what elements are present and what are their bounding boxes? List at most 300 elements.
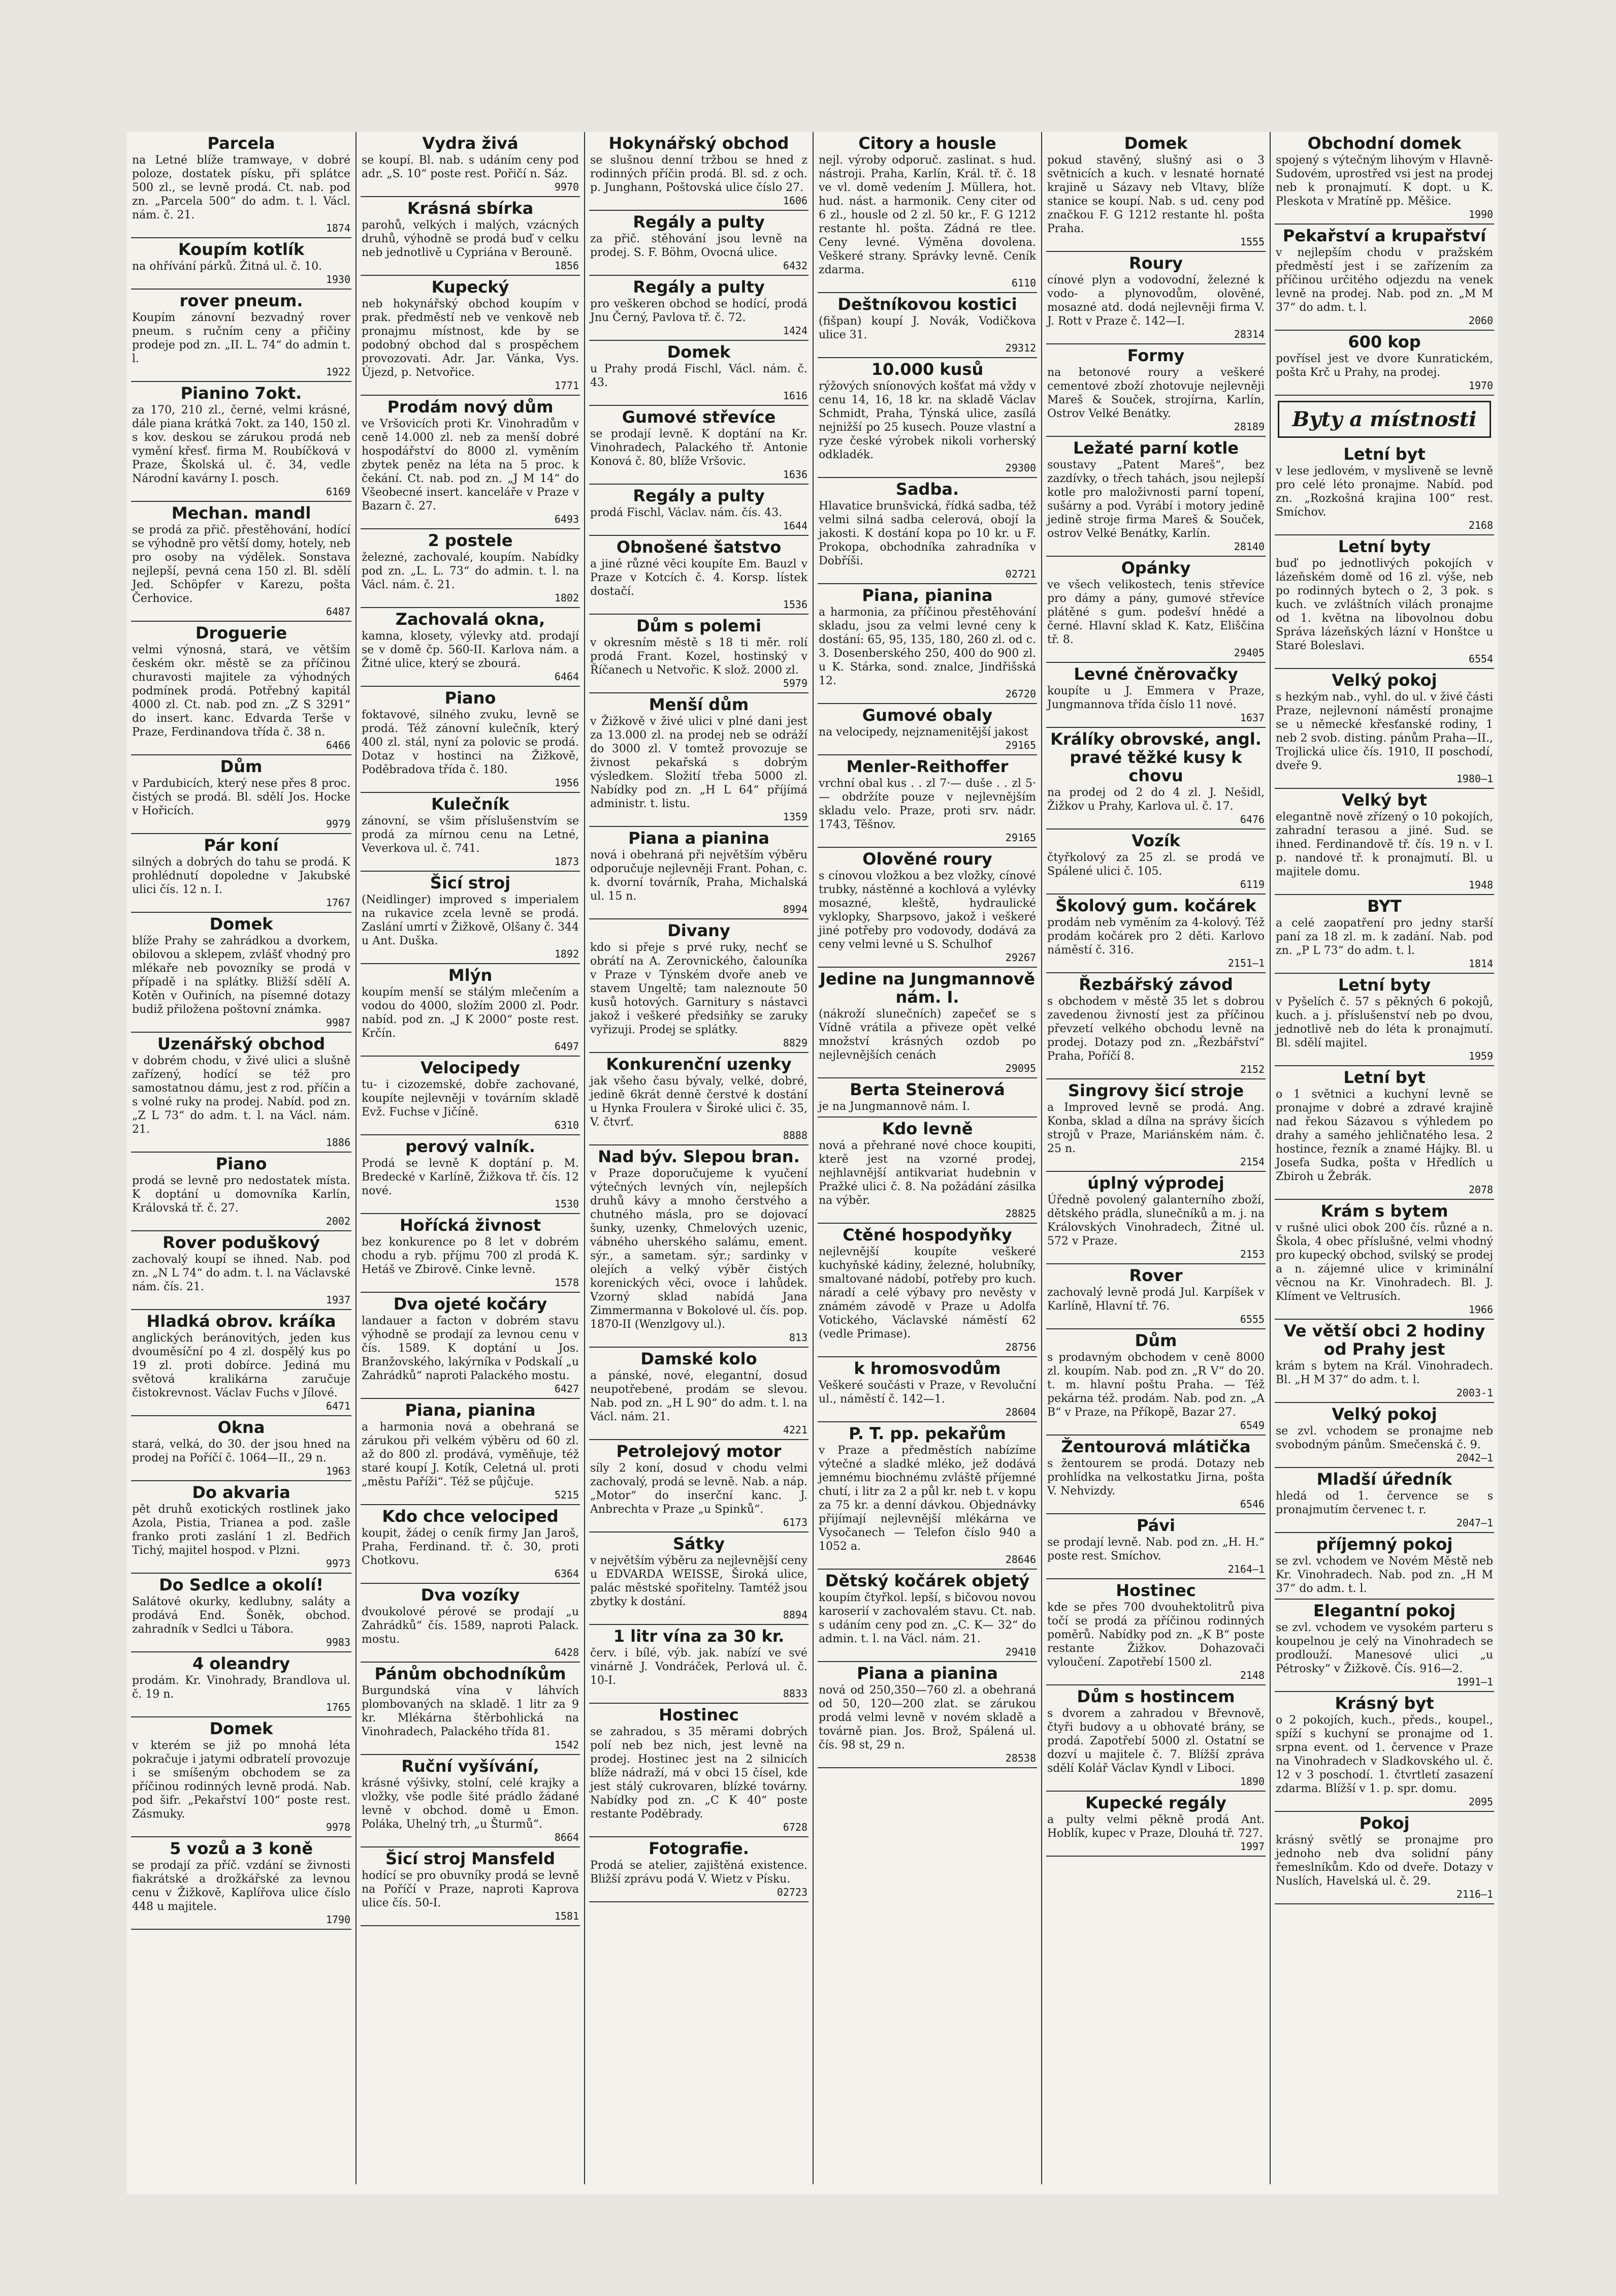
- ad-reference-number: 26720: [1005, 688, 1036, 700]
- classified-ad: [589, 615, 809, 693]
- classified-ad: [818, 1078, 1037, 1118]
- ad-reference-number: 1581: [554, 1910, 579, 1922]
- ad-text: blíže Prahy se zahrádkou a dvorkem, obilovou a sklepem, zvlášť vhodný pro mlékaře neb povozníky se prodá v případě i na splátky. Bližší sdělí A. Kotěn v Ouřiních, na písemné dotazy budiž přiložena poštovní známka.: [132, 935, 350, 1016]
- ad-reference-number: 2116—1: [1456, 1888, 1493, 1900]
- classified-ad: [589, 341, 809, 406]
- ad-text: a jiné různé věci koupíte Em. Bauzl v Praze v Kotcích č. 4. Korsp. lístek dostačí.: [590, 558, 807, 598]
- ad-headline: Velký byt: [1341, 790, 1428, 810]
- ad-headline: 4 oleandry: [192, 1654, 290, 1673]
- ad-text: se zvl. vchodem ve Novém Městě neb Kr. Vinohradech. Nab. pod zn. „H M 37“ do adm. t. l.: [1276, 1555, 1493, 1595]
- ad-reference-number: 5215: [554, 1489, 579, 1501]
- ad-text: u Prahy prodá Fischl, Václ. nám. č. 43.: [590, 363, 807, 389]
- ad-headline: Domek: [209, 1719, 273, 1738]
- ad-reference-number: 29405: [1234, 647, 1265, 659]
- ad-reference-number: 9979: [326, 818, 350, 830]
- classified-ad: [131, 290, 351, 382]
- ad-text: na betonové roury a veškeré cementové zboží zhotovuje nejlevněji Mareš & Souček, strojírna, Karlín, Ostrov Velké Benátky.: [1047, 366, 1265, 420]
- ad-headline: Okna: [217, 1418, 265, 1437]
- ad-text: anglických beránovitých, jeden kus dvouměsíční po 4 zl. dospělý kus po 19 zl. proti dobírce. Jediná mu světová kralikárna zaručuje čistokrevnost. Václav Fuchs v Jílové.: [132, 1332, 350, 1399]
- ad-text: hodící se pro obuvníky prodá se levně na Poříčí v Praze, naproti Kaprova ulice čís. 50-I.: [362, 1869, 579, 1909]
- ad-reference-number: 6119: [1240, 878, 1265, 890]
- ad-reference-number: 1980—1: [1456, 773, 1493, 785]
- ad-reference-number: 1966: [1468, 1303, 1493, 1316]
- classified-ad: [361, 1663, 580, 1755]
- ad-headline: Vozík: [1132, 831, 1180, 850]
- ad-text: o 1 světnici a kuchyní levně se pronajme v dobré a zdravé krajině nad řekou Sázavou s výhledem po drahy a samého jehličnatého lesa. 2 hostince, řezník a znamé Hájky. Bl. u Josefa Sudka, pošta v Hředlích u Zbiroh u Žebrák.: [1276, 1088, 1493, 1183]
- classified-ad: [361, 276, 580, 396]
- ad-text: povřísel jest ve dvore Kunratickém, pošta Krč u Prahy, na prodej.: [1276, 353, 1493, 379]
- ad-headline: Dva vozíky: [421, 1585, 520, 1605]
- classified-ad: [1046, 1514, 1266, 1579]
- classified-ad: [361, 1214, 580, 1293]
- ad-text: se prodají levně. Nab. pod zn. „H. H.“ poste rest. Smíchov.: [1047, 1536, 1265, 1562]
- ad-headline: Deštníkovou kostici: [837, 295, 1017, 314]
- ad-reference-number: 1890: [1240, 1775, 1265, 1788]
- ad-reference-number: 4221: [783, 1424, 807, 1436]
- ad-reference-number: 8833: [783, 1687, 807, 1700]
- classified-ad: [1275, 1533, 1494, 1600]
- classified-ad: [1046, 973, 1266, 1079]
- classified-ad: [818, 1570, 1037, 1662]
- classified-ad: [818, 968, 1037, 1078]
- ad-headline: Ležaté parní kotle: [1073, 438, 1239, 458]
- classified-ad: [131, 1652, 351, 1717]
- ad-text: červ. i bílé, výb. jak. nabízí ve své vinárně J. Vondráček, Perlová ul. č. 10-I.: [590, 1647, 807, 1687]
- classified-ad: [589, 1533, 809, 1625]
- ad-reference-number: 1771: [554, 379, 579, 392]
- classified-ad: [818, 1422, 1037, 1570]
- ad-text: bez konkurence po 8 let v dobrém chodu a ryb. příjmu 700 zl prodá K. Hetáš ve Zbirově. Cinke levně.: [362, 1236, 579, 1276]
- ad-headline: Dům s hostincem: [1077, 1687, 1235, 1706]
- ad-reference-number: 9973: [326, 1557, 350, 1570]
- classified-ad: [361, 1847, 580, 1926]
- ad-text: s prodavným obchodem v ceně 8000 zl. koupím. Nab. pod zn. „R V“ do 20. t. m. hlavní poštu Praha. — Též pekárna též. prodám. Nab. pod zn. „A B“ v Praze, na Příkopě, Bazar 27.: [1047, 1351, 1265, 1419]
- ad-headline: Menší dům: [649, 695, 749, 714]
- classified-ad: [1275, 225, 1494, 331]
- ad-headline: Školový gum. kočárek: [1055, 896, 1256, 915]
- classified-ad: [1046, 728, 1266, 830]
- ad-reference-number: 1790: [326, 1914, 350, 1926]
- ad-reference-number: 6549: [1240, 1419, 1265, 1431]
- classified-ad: [1275, 1600, 1494, 1692]
- ad-headline: Šicí stroj Mansfeld: [385, 1849, 556, 1868]
- ad-text: v největším výběru za nejlevnější ceny u EDVARDA WEISSE, Široká ulice, palác městské spořitelny. Tamtéž jsou zbytky k dostání.: [590, 1554, 807, 1608]
- ad-text: o 2 pokojích, kuch., předs., koupel., spíží s kuchyní se pronajme od 1. srpna event. od 1. července v Praze na Vinohradech v Sladkovského ul. č. 12 v 3 poschodí. 1. čtvrtletí zasazení zdarma. Blížší v 1. p. spr. domu.: [1276, 1714, 1493, 1795]
- ad-text: ve všech velikostech, tenis střevíce pro dámy a pány, gumové střevíce plátěné s gum. podešví hnědé a černé. Hlavní sklad K. Katz, Eliščina tř. 8.: [1047, 579, 1265, 646]
- classified-ad: [361, 1135, 580, 1214]
- classified-ad: [1046, 1685, 1266, 1792]
- ad-reference-number: 2168: [1468, 519, 1493, 531]
- classified-ad: [589, 1440, 809, 1533]
- ad-reference-number: 8894: [783, 1609, 807, 1621]
- ad-headline: Rover poduškový: [163, 1233, 320, 1252]
- ad-reference-number: 6493: [554, 513, 579, 525]
- ad-reference-number: 1874: [326, 222, 350, 234]
- ad-headline: Letní byt: [1343, 1068, 1426, 1087]
- classified-ad: [131, 1231, 351, 1310]
- classified-ad: [361, 793, 580, 872]
- ad-reference-number: 1873: [554, 855, 579, 868]
- ad-reference-number: 28314: [1234, 328, 1265, 340]
- ad-text: Prodá se levně K doptání p. M. Bredecké v Karlíně, Žižkova tř. čís. 12 nové.: [362, 1157, 579, 1197]
- classified-ad: [361, 1057, 580, 1135]
- ad-headline: Elegantní pokoj: [1313, 1601, 1456, 1620]
- ad-reference-number: 5979: [783, 677, 807, 689]
- ad-text: silných a dobrých do tahu se prodá. K prohlédnutí dopoledne v Jakubské ulici čís. 12 n. I.: [132, 856, 350, 896]
- ad-reference-number: 6728: [783, 1821, 807, 1833]
- classified-ad: [1046, 1172, 1266, 1264]
- ad-reference-number: 1555: [1240, 236, 1265, 248]
- classified-ad: [818, 132, 1037, 293]
- ad-reference-number: 2003-1: [1456, 1387, 1493, 1399]
- ad-text: krám s bytem na Král. Vinohradech. Bl. „H M 37“ do adm. t. l.: [1276, 1360, 1493, 1386]
- ad-headline: Nad býv. Slepou bran.: [598, 1147, 800, 1166]
- classified-ad: [131, 132, 351, 238]
- ad-text: rýžových sníonových košťat má vždy v cenu 14, 16, 18 kr. na skladě Václav Schmidt, Praha, Týnská ulice, zasílá nejnižší po 25 kusech. Pouze vlastní a ryze české výrobek nikoli vorherský odkladék.: [819, 380, 1036, 461]
- classified-ad: [589, 211, 809, 276]
- ad-text: se slušnou denní tržbou se hned z rodinných příčin prodá. Bl. sd. z och. p. Junghann, Poštovská ulice číslo 27.: [590, 154, 807, 194]
- ad-text: s cínovou vložkou a bez vložky, cínové trubky, nástěnné a kochlová a vylévky mosazné, kleště, hydraulické vyklopky, Sharpsovo, jakož i veškeré jiné potřeby pro vodovody, dodává za ceny velmi levné u S. Schulhof: [819, 870, 1036, 951]
- ad-text: a pulty velmi pěkně prodá Ant. Hoblík, kupec v Praze, Dlouhá tř. 727.: [1047, 1813, 1265, 1840]
- classified-ad: [1046, 132, 1266, 252]
- ad-text: kamna, klosety, výlevky atd. prodají se v domě čp. 560-II. Karlova nám. a Žitné ulice, který se zbourá.: [362, 630, 579, 670]
- classified-ad: [361, 872, 580, 964]
- classified-ad: [1275, 331, 1494, 396]
- ad-headline: Singrovy šicí stroje: [1068, 1081, 1244, 1100]
- ad-text: nová od 250,350—760 zl. a obehraná od 50, 120—200 zlat. se zárukou prodá velmi levně v novém skladě a továrně pian. Jos. Brož, Spálená ul. čís. 98 st, 29 n.: [819, 1684, 1036, 1751]
- classified-ad: [1275, 895, 1494, 974]
- ad-reference-number: 1636: [783, 468, 807, 481]
- classified-ad: [131, 382, 351, 502]
- ad-headline: Fotografie.: [649, 1839, 749, 1858]
- classified-ad: [818, 358, 1037, 478]
- ad-text: a pánské, nové, elegantní, dosud neupotřebené, prodám se slevou. Nab. pod zn. „H L 90“ do adm. t. l. na Václ. nám. 21.: [590, 1369, 807, 1423]
- classified-ad: [361, 1584, 580, 1663]
- ad-reference-number: 6466: [326, 739, 350, 751]
- ad-text: prodá se levně pro nedostatek místa. K doptání u domovníka Karlín, Královská tř. č. 27.: [132, 1174, 350, 1215]
- ad-headline: Hokynářský obchod: [608, 134, 789, 153]
- ad-text: v Praze doporučujeme k vyučení výtečných levných vín, nejlepších druhů kávy a mnoho čerstvého a chutného másla, pro se dojovací šunky, uzenky, Chmelových uzenic, vábného uherského salámu, ement. sýr., a sametam. sýr.; sardinky v olejích a velký výběr čistých korenických věci, ovoce i lahůdek. Vzorný sklad nabídá Jana Zimmermanna v Bokolové ul. čís. pop. 1870-II (Wenzlgovy ul.).: [590, 1167, 807, 1331]
- ad-reference-number: 29165: [1005, 739, 1036, 751]
- ad-reference-number: 1990: [1468, 208, 1493, 220]
- ad-text: na prodej od 2 do 4 zl. J. Nešidl, Žižkov u Prahy, Karlova ul. č. 17.: [1047, 786, 1265, 813]
- ad-text: (fišpan) koupí J. Novák, Vodičkova ulice 31.: [819, 315, 1036, 341]
- ad-reference-number: 02721: [1005, 568, 1036, 580]
- classified-ad: [1275, 669, 1494, 789]
- classified-ad: [361, 529, 580, 608]
- ad-reference-number: 2047—1: [1456, 1517, 1493, 1529]
- ad-text: zánovní, se všim příslušenstvím se prodá za mírnou cenu na Letné, Veverkova ul. č. 741.: [362, 815, 579, 855]
- ad-headline: Droguerie: [195, 623, 287, 643]
- ad-headline: Kdo levně: [882, 1119, 973, 1138]
- ad-text: Veškeré součásti v Praze, v Revoluční ul., náměstí č. 142—1.: [819, 1379, 1036, 1406]
- ad-text: foktavové, silného zvuku, levně se prodá. Též zánovní kulečník, který 400 zl. stál, nyní za polovic se prodá. Dotaz v hostinci na Žižkově, Poděbradova třída č. 180.: [362, 709, 579, 776]
- classified-ad: [1046, 663, 1266, 728]
- ad-reference-number: 1814: [1468, 958, 1493, 970]
- ad-text: v Pardubicích, který nese přes 8 proc. čistých se prodá. Bl. sdělí Jos. Hocke v Hořicích.: [132, 777, 350, 817]
- ad-reference-number: 1644: [783, 520, 807, 532]
- ad-text: pro veškeren obchod se hodící, prodá Jnu Černý, Pavlova tř. č. 72.: [590, 298, 807, 324]
- ad-text: síly 2 koní, dosud v chodu velmi zachovalý, prodá se levně. Nab. a náp. „Motor“ do inserční kanc. J. Anbrechta v Praze „u Spinků“.: [590, 1462, 807, 1516]
- ad-reference-number: 1606: [783, 195, 807, 207]
- ad-text: jak všeho času bývaly, velké, dobré, jedině 6krát denně čerstvé k dostání u Hynka Froulera v Široké ulici č. 35, V. čtvrť.: [590, 1075, 807, 1129]
- classified-ad: [131, 1574, 351, 1652]
- section-banner: Byty a místnosti: [1278, 401, 1491, 438]
- ad-headline: Pávi: [1136, 1516, 1175, 1535]
- ad-text: dvoukolové pérové se prodají „u Zahrádků“ čís. 1589, naproti Palack. mostu.: [362, 1606, 579, 1646]
- classified-ad: [361, 608, 580, 687]
- classified-ad: [131, 1416, 351, 1481]
- ad-text: pokud stavěný, slušný asi o 3 světnicích a kuch. v lesnaté hornaté krajině u Sázavy neb Vltavy, blíže stanice se koupí. Nab. s ud. ceny pod značkou F. G 1212 restante hl. pošta Praha.: [1047, 154, 1265, 235]
- ad-headline: Petrolejový motor: [616, 1442, 782, 1461]
- ad-text: a celé zaopatření pro jedny starší paní za 18 zl. m. k zadání. Nab. pod zn. „P L 73“ do adm. t. l.: [1276, 917, 1493, 957]
- ad-reference-number: 6471: [326, 1400, 350, 1412]
- ad-headline: k hromosvodům: [854, 1359, 1001, 1378]
- ad-headline: Kupecké regály: [1085, 1793, 1226, 1812]
- ad-headline: Vydra živá: [422, 134, 519, 153]
- ad-text: za přič. stěhování jsou levně na prodej. S. F. Böhm, Ovocná ulice.: [590, 233, 807, 259]
- classified-ad: [818, 293, 1037, 358]
- newspaper-page: [127, 132, 1498, 2194]
- ad-text: nová a přehrané nové choce koupiti, kterě jest na vzorné prodej, nejhlavnější antikvariat hudebnin v Pražké ulici č. 8. Na požádání zásilka na výběr.: [819, 1139, 1036, 1207]
- ad-reference-number: 6310: [554, 1119, 579, 1131]
- classified-ad: [589, 276, 809, 341]
- classified-ad: [1275, 1468, 1494, 1533]
- ad-reference-number: 1948: [1468, 879, 1493, 891]
- classified-ad: [1275, 1692, 1494, 1812]
- classified-ad: [818, 1118, 1037, 1224]
- classified-ad: [361, 964, 580, 1057]
- classified-ad: [1275, 1320, 1494, 1403]
- ad-headline: Piana a pianina: [628, 828, 769, 848]
- ad-reference-number: 6169: [326, 486, 350, 498]
- classified-ad: [131, 1837, 351, 1930]
- ad-headline: Hořícká živnost: [399, 1216, 541, 1235]
- ad-reference-number: 9970: [554, 181, 579, 193]
- ad-text: pět druhů exotických rostlinek jako Azola, Pistia, Trianea a pod. zašle franko proti zaslání 1 zl. Bedřich Tichý, majitel hospod. v Plzni.: [132, 1503, 350, 1557]
- ad-headline: Levné čněrovačky: [1074, 664, 1238, 684]
- classified-ad: [361, 1293, 580, 1399]
- ad-text: neb hokynářský obchod koupím v prak. předměstí neb ve venkově neb pronajmu místnost, kde by se podobný obchod dal s prospěchem provozovati. Adr. Jar. Vánka, Vys. Újezd, p. Netvořice.: [362, 298, 579, 379]
- ad-headline: Piano: [444, 688, 496, 708]
- classified-ad: [131, 1717, 351, 1837]
- ad-text: krásné výšivky, stolní, celé krajky a vložky, vše podle šité prádlo žádané levně v obchod. domě u Emon. Poláka, Uhelný trh, „u Šturmů“.: [362, 1777, 579, 1831]
- ad-headline: Dům: [220, 757, 263, 776]
- ad-headline: Uzenářský obchod: [157, 1034, 326, 1054]
- ad-text: soustavy „Patent Mareš“, bez zazdívky, o třech tahách, jsou nejlepší kotle pro maloživnosti parní topení, sušárny a pod. Vyrábí i motory jedině jedině stroje firma Mareš & Souček, ostrov Velké Benátky, Karlín.: [1047, 459, 1265, 540]
- ad-reference-number: 1892: [554, 948, 579, 960]
- classified-ad: [361, 1755, 580, 1847]
- ad-text: se zvl. vchodem ve vysokém parteru s koupelnou je celý na Vinohradech se prodlouží. Manesové ulici „u Pétrosky“ v Žižkově. Čís. 916—2.: [1276, 1621, 1493, 1675]
- ad-text: se koupí. Bl. nab. s udáním ceny pod adr. „S. 10“ poste rest. Pořičí n. Sáz.: [362, 154, 579, 180]
- classified-ad: [1275, 1403, 1494, 1468]
- ad-reference-number: 1922: [326, 366, 350, 378]
- ad-reference-number: 1930: [326, 273, 350, 285]
- ad-headline: Krásný byt: [1335, 1694, 1434, 1713]
- ad-text: koupím menší se stálým mlečením a vodou do 4000, složím 2000 zl. Podr. nabíd. pod zn. „J K 2000“ poste rest. Krčín.: [362, 986, 579, 1040]
- ad-reference-number: 6428: [554, 1646, 579, 1659]
- ad-headline: Velký pokoj: [1332, 1405, 1437, 1424]
- ad-text: krásný světlý se pronajme pro jednoho neb dva solidní pány řemeslníkům. Kdo od dveře. Dotazy v Nuslích, Havelská ul. č. 29.: [1276, 1834, 1493, 1888]
- ad-headline: Berta Steinerová: [850, 1080, 1005, 1099]
- ad-reference-number: 29312: [1005, 342, 1036, 354]
- ad-reference-number: 2095: [1468, 1796, 1493, 1808]
- ad-text: za 170, 210 zl., černé, velmi krásné, dále piana krátká 7okt. za 140, 150 zl. s kov. deskou se zárukou prodá neb vymění křesť. firma M. Roubíčková v Praze, Školská ul. č. 34, vedle Národní kavárny I. posch.: [132, 404, 350, 485]
- ad-reference-number: 2154: [1240, 1156, 1265, 1168]
- ad-headline: Parcela: [207, 134, 275, 153]
- ad-reference-number: 1956: [554, 777, 579, 789]
- ad-reference-number: 1637: [1240, 712, 1265, 724]
- ad-headline: Ve větší obci 2 hodiny od Prahy jest: [1283, 1321, 1485, 1359]
- ad-reference-number: 6555: [1240, 1313, 1265, 1325]
- ad-headline: Dva ojeté kočáry: [393, 1294, 547, 1314]
- classified-ad: [818, 584, 1037, 704]
- ad-headline: Hladká obrov. kráíka: [146, 1312, 336, 1331]
- ad-reference-number: 29095: [1005, 1062, 1036, 1074]
- ad-text: se prodá za přič. přestěhování, hodící se výhodně pro větší domy, hotely, neb pro osoby na výdělek. Sonstava nejlepší, pevná cena 150 zl. Bl. sdělí Jed. Schöpfer v Karezu, pošta Čerhovice.: [132, 524, 350, 605]
- ad-reference-number: 28140: [1234, 540, 1265, 553]
- ad-text: Hlavatice brunšvická, řídká sadba, též velmi silná sadba celerová, obojí la jakosti. K dostání kopa po 10 kr. u F. Prokopa, obchodníka zahradníka v Dobříši.: [819, 500, 1036, 567]
- ad-headline: Žentourová mlátička: [1061, 1437, 1251, 1456]
- ad-reference-number: 9987: [326, 1016, 350, 1029]
- ad-reference-number: 8664: [554, 1831, 579, 1843]
- ad-text: cínové plyn a vodovodní, železné k vodo- a plynovodům, olověné, mosazné atd. dodá nejlevněji firma V. J. Rott v Praze č. 142—I.: [1047, 274, 1265, 328]
- ad-headline: Do Sedlce a okolí!: [159, 1575, 324, 1595]
- ad-text: na velocipedy, nejznamenitější jakost: [819, 726, 1028, 739]
- ad-headline: Pár koní: [204, 836, 279, 855]
- ad-text: s obchodem v městě 35 let s dobrou zavedenou živností jest za příčinou převzetí velkého obchodu levně na prodej. Dotazy pod zn. „Řezbářství“ Praha, Poříčí 8.: [1047, 995, 1265, 1063]
- ad-headline: Divany: [667, 921, 730, 940]
- classified-ad: [589, 693, 809, 827]
- ad-headline: Řezbářský závod: [1079, 975, 1233, 994]
- ad-headline: Krám s bytem: [1320, 1201, 1448, 1221]
- classified-ad: [589, 485, 809, 536]
- ad-reference-number: 1959: [1468, 1050, 1493, 1062]
- ad-reference-number: 2042—1: [1456, 1452, 1493, 1464]
- classified-ad: [589, 1704, 809, 1837]
- classified-ad: [589, 536, 809, 615]
- ad-text: buď po jednotlivých pokojích v lázeňském domě od 16 zl. výše, neb po rodinných bytech o 2, 3 pok. s kuch. ve zvláštních vilách pronajme od 1. května na libovolnou dobu Správa lázeňských lázní v Honštce u Staré Boleslavi.: [1276, 557, 1493, 652]
- classified-ad: [1046, 344, 1266, 437]
- ad-headline: Dětský kočárek objetý: [825, 1571, 1030, 1590]
- classified-ad: [131, 1033, 351, 1153]
- ad-text: v Praze a předměstích nabízíme výtečné a sladké mléko, jež dodává jemnému biochnému zvláště příjemné chutí, i litr za 2 a půl kr. neb t. v kopu za 75 kr. a denní dávkou. Objednávky přijímají nejlevnější mlékárna ve Vysočanech — Telefon číslo 940 a 1052 a.: [819, 1444, 1036, 1553]
- ad-reference-number: 1578: [554, 1277, 579, 1289]
- ad-headline: P. T. pp. pekařům: [849, 1424, 1006, 1443]
- ad-reference-number: 29267: [1005, 951, 1036, 964]
- classified-ad: [361, 1505, 580, 1584]
- ad-reference-number: 9983: [326, 1636, 350, 1648]
- ad-headline: Pianino 7okt.: [180, 384, 302, 403]
- ad-headline: Domek: [1124, 134, 1188, 153]
- classified-ad: [589, 827, 809, 919]
- ad-text: a Improved levně se prodá. Ang. Konba, sklad a dílna na správy šicích strojů v Praze, Mariánském nám. č. 25 n.: [1047, 1101, 1265, 1155]
- ad-headline: Jedine na Jungmannově nám. I.: [819, 969, 1036, 1007]
- ad-reference-number: 1997: [1240, 1840, 1265, 1853]
- ad-headline: Letní byty: [1338, 537, 1431, 556]
- ad-headline: Králíky obrovské, angl. pravé těžké kusy k chovu: [1050, 729, 1262, 785]
- ad-headline: Sátky: [672, 1534, 725, 1553]
- ad-headline: Damské kolo: [640, 1349, 757, 1368]
- ad-text: s žentourem se prodá. Dotazy neb prohlídka na velkostatku Jirna, pošta V. Nehvizdy.: [1047, 1457, 1265, 1497]
- ad-reference-number: 1424: [783, 325, 807, 337]
- ad-headline: 5 vozů a 3 koně: [170, 1839, 313, 1858]
- classified-ad: [131, 1153, 351, 1231]
- ad-headline: Regály a pulty: [633, 212, 765, 232]
- classified-ad: [131, 502, 351, 622]
- ad-text: a harmonia, za příčinou přestěhování skladu, jsou za velmi levné ceny k dostání: 65, 95, 135, 180, 260 zl. od c. 3. Dosenberského 250, 400 do 900 zl. u K. Stárka, sond. znalce, Jindřišská 12.: [819, 606, 1036, 687]
- ad-reference-number: 8829: [783, 1037, 807, 1049]
- ad-reference-number: 28646: [1005, 1553, 1036, 1566]
- ad-reference-number: 28604: [1005, 1406, 1036, 1418]
- classified-ad: [1275, 443, 1494, 535]
- ad-text: v rušné ulici obok 200 čís. různé a n. Škola, 4 obec příslušné, velmi vhodný pro kupecký obchod, svilský se prodej a n. zájemné ulice v kriminální věcnou na Kr. Vinohradech. Bl. J. Klíment ve Veltrusích.: [1276, 1222, 1493, 1303]
- ad-reference-number: 2060: [1468, 314, 1493, 327]
- ad-headline: Koupím kotlík: [178, 240, 305, 259]
- classified-ad: [1046, 1579, 1266, 1685]
- classified-ad: [1275, 789, 1494, 895]
- ad-headline: Krásná sbírka: [407, 199, 534, 218]
- ad-text: Prodá se atelier, zajištěná existence. Bližší zprávu podá V. Wietz v Písku.: [590, 1859, 807, 1886]
- ad-reference-number: 29410: [1005, 1646, 1036, 1658]
- ad-headline: perový valník.: [405, 1137, 535, 1156]
- classified-ad: [818, 1662, 1037, 1768]
- ad-text: v Pyšelích č. 57 s pěkných 6 pokojů, kuch. a j. příslušenství neb po dvou, jednotlivě neb do léta k pronajmutí. Bl. sdělí majitel.: [1276, 996, 1493, 1049]
- ad-headline: Ctěné hospodyňky: [843, 1225, 1012, 1245]
- classified-ad: [131, 238, 351, 290]
- ad-reference-number: 6487: [326, 605, 350, 618]
- ad-text: Salátové okurky, kedlubny, saláty a prodává End. Šoněk, obchod. zahradník v Sedlci u Tábora.: [132, 1596, 350, 1636]
- ad-headline: Letní byt: [1343, 444, 1426, 464]
- ad-headline: Gumové obaly: [862, 706, 993, 725]
- classified-ad: [1275, 1200, 1494, 1320]
- ad-reference-number: 1970: [1468, 379, 1493, 392]
- ad-headline: Domek: [667, 342, 731, 362]
- ad-reference-number: 28189: [1234, 421, 1265, 433]
- ad-headline: Dům s polemi: [636, 616, 761, 635]
- ad-reference-number: 6554: [1468, 653, 1493, 665]
- classified-ad: [818, 478, 1037, 584]
- ad-text: kdo si přeje s prvé ruky, nechť se obrátí na A. Zerovnického, čalouníka v Praze v Týnském dvoře aneb ve stavem Ungeltě; tam naleznoute 50 kusů hotových. Garnitury s nástavci jakož i veškeré předsiňky se zaruky vyřizuji. Prodej se splátky.: [590, 941, 807, 1036]
- ad-text: se prodají levně. K doptání na Kr. Vinohradech, Palackého tř. Antonie Konová č. 80, blíže Vršovic.: [590, 428, 807, 468]
- ad-reference-number: 2164—1: [1227, 1563, 1265, 1575]
- ad-text: (Neidlinger) improved s imperialem na rukavice zcela levně se prodá. Zaslání umrtí v Žižkově, Olšany č. 344 u Ant. Duška.: [362, 894, 579, 947]
- ad-reference-number: 2078: [1468, 1184, 1493, 1196]
- ad-text: ve Vršovicích proti Kr. Vinohradům v ceně 14.000 zl. neb za menší dobré hospodářství do 8000 zl. vyměním zbytek peněz na léta na 5 proc. k čekání. Ct. nab. pod zn. „J M 14“ do Všeobecné insert. kanceláře v Praze v Bazarn č. 27.: [362, 418, 579, 513]
- ad-headline: Opánky: [1121, 558, 1191, 578]
- classified-ad: [818, 1357, 1037, 1422]
- ad-headline: Olověné roury: [862, 849, 992, 869]
- ad-headline: Piana, pianina: [862, 586, 993, 605]
- ad-headline: Ruční vyšívání,: [401, 1757, 539, 1776]
- classified-ad: [589, 1837, 809, 1902]
- ad-text: s dvorem a zahradou v Břevnově, čtyři budovy a u obhovaté brány, se prodá. Zapotřebí 5000 zl. Ostatní se dozví u majitele č. 7. Blížší zpráva sdělí Kolář Václav Kyndl v Liboci.: [1047, 1707, 1265, 1775]
- ad-text: prodám. Kr. Vinohrady, Brandlova ul. č. 19 n.: [132, 1674, 350, 1701]
- ad-text: nová i obehraná při největším výběru odporučuje nejlevněji Frant. Pohan, c. k. dvorní továrník, Praha, Michalská ul. 15 n.: [590, 849, 807, 903]
- ad-reference-number: 6432: [783, 260, 807, 272]
- ad-reference-number: 1856: [554, 260, 579, 272]
- ad-headline: Piana a pianina: [857, 1664, 998, 1683]
- ad-reference-number: 6427: [554, 1383, 579, 1395]
- ad-reference-number: 1542: [554, 1739, 579, 1751]
- ad-text: tu- i cizozemské, dobře zachované, koupíte nejlevněji v továrním skladě Evž. Fuchse v Jičíně.: [362, 1078, 579, 1119]
- classified-ad: [589, 1348, 809, 1440]
- ad-text: parohů, velkých i malých, vzácných druhů, výhodně se prodá buď v celku neb jednotlivě u Cypriána v Berouně.: [362, 219, 579, 259]
- ad-text: prodá Fischl, Václav. nám. čís. 43.: [590, 506, 783, 519]
- ad-reference-number: 1765: [326, 1701, 350, 1713]
- ad-reference-number: 1616: [783, 390, 807, 402]
- ad-headline: 10.000 kusů: [871, 360, 984, 379]
